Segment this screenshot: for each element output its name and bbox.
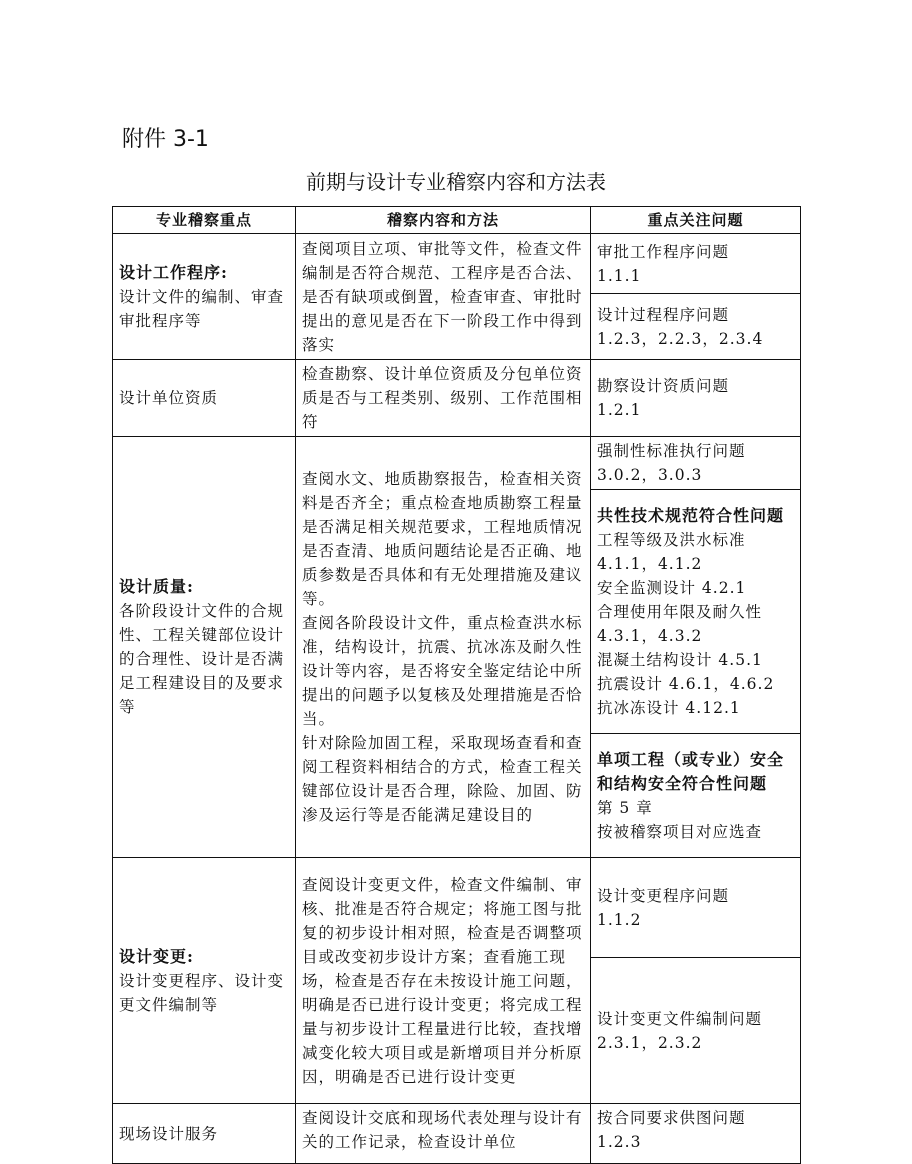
issue-cell — [591, 437, 801, 490]
focus-cell — [113, 858, 296, 1104]
method-cell: 检查勘察、设计单位资质及分包单位资质是否与工程类别、级别、工作范围相符 — [296, 360, 591, 437]
header-focus: 专业稽察重点 — [113, 207, 296, 234]
issue-label: 设计变更文件编制问题 — [597, 1009, 763, 1028]
focus-text: 设计单位资质 — [119, 389, 219, 407]
method-cell: 查阅设计变更文件，检查文件编制、审核、批准是否符合规定；将施工图与批复的初步设计相对照，检查是否调整项目或改变初步设计方案；查看施工现场，检查是否存在未按设计施工问题，明确是否已进行设计变更；将完成工程量与初步设计工程量进行比较，查找增减变化较大项目或是新增项目并分析原因，明确是否已进行设计变更 — [296, 858, 591, 1104]
issue-codes: 1.1.1 — [597, 266, 642, 285]
issue-codes: 1.2.1 — [597, 401, 642, 419]
issue-cell — [591, 234, 801, 294]
issue-item: 合理使用年限及耐久性 — [597, 602, 763, 621]
attachment-label: 附件 3-1 — [122, 127, 209, 152]
method-cell: 查阅项目立项、审批等文件，检查文件编制是否符合规范、工程序是否合法、是否有缺项或倒置，检查审查、审批时提出的意见是否在下一阶段工作中得到落实 — [296, 234, 591, 360]
issue-cell — [591, 958, 801, 1104]
focus-heading: 设计质量: — [119, 577, 194, 596]
issue-codes: 1.2.3，2.2.3，2.3.4 — [597, 329, 764, 348]
issue-item: 抗震设计 4.6.1，4.6.2 — [597, 674, 775, 693]
issue-codes: 1.2.3 — [597, 1133, 642, 1151]
issue-item: 混凝土结构设计 4.5.1 — [597, 650, 763, 669]
header-issues: 重点关注问题 — [591, 207, 801, 234]
issue-heading: 共性技术规范符合性问题 — [597, 505, 785, 525]
method-paragraph: 查阅各阶段设计文件，重点检查洪水标准，结构设计，抗震、抗冰冻及耐久性设计等内容，是否将安全鉴定结论中所提出的问题予以复核及处理措施是否恰当。 — [302, 614, 583, 728]
focus-text: 设计文件的编制、审查审批程序等 — [119, 287, 285, 330]
focus-text: 各阶段设计文件的合规性、工程关键部位设计的合理性、设计是否满足工程建设目的及要求等 — [119, 602, 285, 716]
focus-heading: 设计变更: — [119, 946, 194, 966]
issue-cell — [591, 858, 801, 958]
table-header-row — [113, 207, 801, 234]
method-paragraph: 针对除险加固工程，采取现场查看和查阅工程资料相结合的方式，检查工程关键部位设计是否合理，除险、加固、防渗及运行等是否能满足建设目的 — [302, 734, 583, 824]
focus-text: 现场设计服务 — [119, 1124, 219, 1143]
header-method: 稽察内容和方法 — [296, 207, 591, 234]
issue-label: 按合同要求供图问题 — [597, 1109, 746, 1127]
table-row — [113, 360, 801, 437]
page-title: 前期与设计专业稽察内容和方法表 — [306, 170, 606, 194]
issue-label: 审批工作程序问题 — [597, 242, 730, 261]
issue-heading: 单项工程（或专业）安全和结构安全符合性问题 — [597, 749, 785, 793]
issue-codes: 3.0.2，3.0.3 — [597, 466, 703, 484]
issue-label: 勘察设计资质问题 — [597, 377, 730, 395]
issue-item: 4.1.1，4.1.2 — [597, 554, 703, 573]
issue-label: 设计过程程序问题 — [597, 305, 730, 324]
issue-item: 4.3.1，4.3.2 — [597, 626, 703, 645]
issue-item: 安全监测设计 4.2.1 — [597, 578, 747, 597]
inspection-table — [112, 206, 801, 1164]
issue-cell — [591, 734, 801, 858]
issue-cell — [591, 1104, 801, 1164]
table-row — [113, 234, 801, 294]
focus-cell — [113, 234, 296, 360]
issue-item: 抗冰冻设计 4.12.1 — [597, 698, 741, 717]
issue-item: 工程等级及洪水标准 — [597, 530, 746, 549]
issue-codes: 2.3.1，2.3.2 — [597, 1033, 703, 1052]
issue-codes: 1.1.2 — [597, 910, 642, 929]
focus-cell — [113, 360, 296, 437]
table-row — [113, 858, 801, 958]
focus-cell — [113, 1104, 296, 1164]
issue-item: 第 5 章 — [597, 798, 653, 817]
focus-cell — [113, 437, 296, 858]
focus-heading: 设计工作程序: — [119, 262, 228, 282]
issue-label: 强制性标准执行问题 — [597, 442, 746, 460]
method-paragraph: 查阅水文、地质勘察报告，检查相关资料是否齐全；重点检查地质勘察工程量是否满足相关规范要求，工程地质情况是否查清、地质问题结论是否正确、地质参数是否具体和有无处理措施及建议等。 — [302, 470, 583, 608]
issue-cell — [591, 294, 801, 360]
method-cell: 查阅设计交底和现场代表处理与设计有关的工作记录，检查设计单位 — [296, 1104, 591, 1164]
method-cell — [296, 437, 591, 858]
table-row — [113, 437, 801, 490]
issue-cell — [591, 490, 801, 734]
issue-item: 按被稽察项目对应选查 — [597, 822, 763, 841]
focus-text: 设计变更程序、设计变更文件编制等 — [119, 971, 285, 1014]
issue-cell — [591, 360, 801, 437]
table-row — [113, 1104, 801, 1164]
issue-label: 设计变更程序问题 — [597, 886, 730, 905]
